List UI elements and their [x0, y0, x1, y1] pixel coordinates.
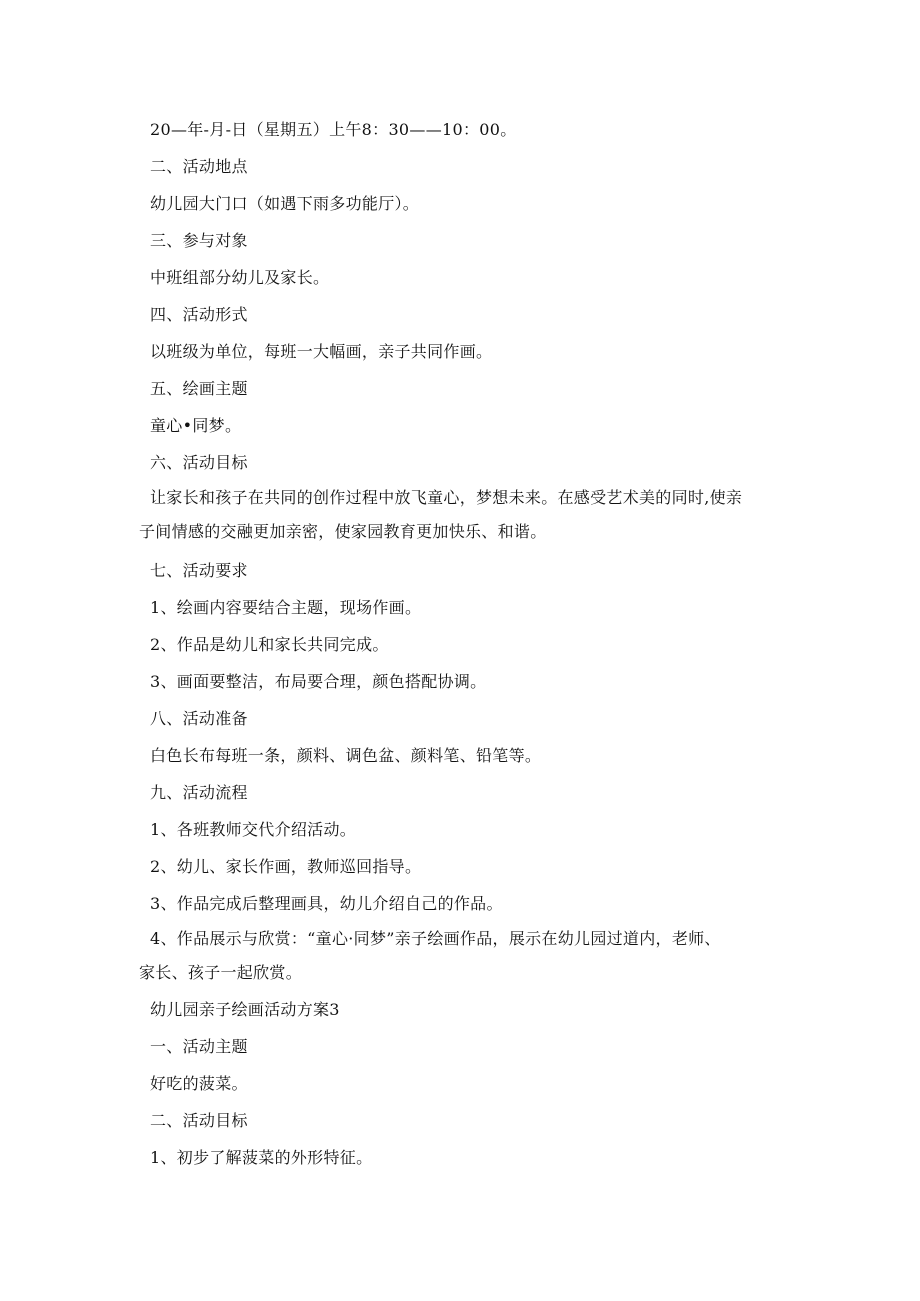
heading-theme: 五、绘画主题 — [150, 379, 248, 398]
format-text: 以班级为单位，每班一大幅画，亲子共同作画。 — [150, 342, 493, 361]
requirement-item: 2、作品是幼儿和家长共同完成。 — [150, 635, 389, 654]
heading-goals: 六、活动目标 — [150, 453, 248, 472]
heading-preparation: 八、活动准备 — [150, 709, 248, 728]
process-item-line-1: 4、作品展示与欣赏：“童心·同梦”亲子绘画作品，展示在幼儿园过道内，老师、 — [150, 929, 721, 948]
heading-location: 二、活动地点 — [150, 157, 248, 176]
section-title: 幼儿园亲子绘画活动方案3 — [150, 1000, 340, 1019]
goals-text-line-1: 让家长和孩子在共同的创作过程中放飞童心，梦想未来。在感受艺术美的同时,使亲 — [150, 488, 743, 507]
theme-text: 童心•同梦。 — [150, 416, 242, 435]
heading-objectives: 二、活动目标 — [150, 1111, 248, 1130]
process-item: 2、幼儿、家长作画，教师巡回指导。 — [150, 857, 422, 876]
objective-item: 1、初步了解菠菜的外形特征。 — [150, 1148, 373, 1167]
heading-process: 九、活动流程 — [150, 783, 248, 802]
preparation-text: 白色长布每班一条，颜料、调色盆、颜料笔、铅笔等。 — [150, 746, 542, 765]
heading-requirements: 七、活动要求 — [150, 561, 248, 580]
process-item: 1、各班教师交代介绍活动。 — [150, 820, 357, 839]
schedule-time: 20—年-月-日（星期五）上午8：30——10：00。 — [150, 120, 517, 139]
heading-participants: 三、参与对象 — [150, 231, 248, 250]
heading-topic: 一、活动主题 — [150, 1037, 248, 1056]
participants-text: 中班组部分幼儿及家长。 — [150, 268, 330, 287]
topic-text: 好吃的菠菜。 — [150, 1074, 248, 1093]
goals-text-line-2: 子间情感的交融更加亲密，使家园教育更加快乐、和谐。 — [139, 522, 547, 541]
requirement-item: 3、画面要整洁，布局要合理，颜色搭配协调。 — [150, 672, 487, 691]
requirement-item: 1、绘画内容要结合主题，现场作画。 — [150, 598, 422, 617]
process-item: 3、作品完成后整理画具，幼儿介绍自己的作品。 — [150, 894, 503, 913]
process-item-line-2: 家长、孩子一起欣赏。 — [139, 963, 303, 982]
location-text: 幼儿园大门口（如遇下雨多功能厅）。 — [150, 194, 420, 213]
heading-format: 四、活动形式 — [150, 305, 248, 324]
